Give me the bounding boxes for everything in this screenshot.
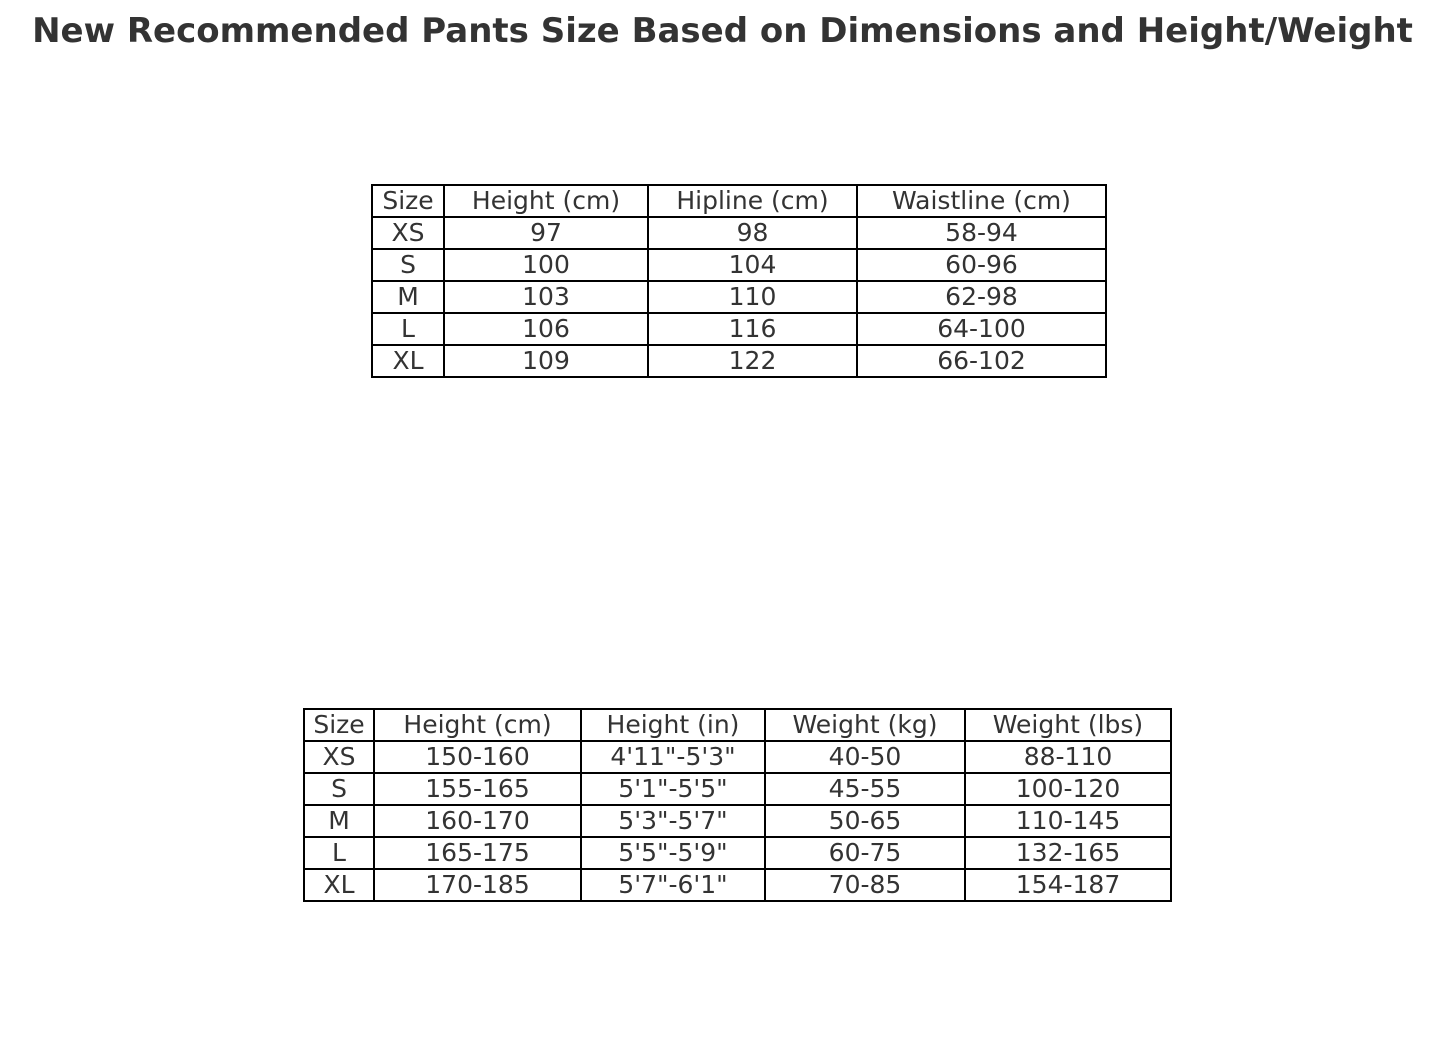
table-cell: 97 bbox=[444, 217, 648, 249]
table-cell: XL bbox=[372, 345, 444, 377]
table-cell: 122 bbox=[648, 345, 857, 377]
table-row bbox=[372, 217, 1106, 249]
column-header: Weight (kg) bbox=[765, 709, 965, 741]
table-cell: 106 bbox=[444, 313, 648, 345]
table-cell: XS bbox=[304, 741, 374, 773]
table-cell: 110-145 bbox=[965, 805, 1171, 837]
figure-title: New Recommended Pants Size Based on Dimensions and Height/Weight bbox=[32, 11, 1413, 51]
table-cell: 116 bbox=[648, 313, 857, 345]
height-weight-size-table bbox=[303, 708, 1172, 902]
table-cell: L bbox=[304, 837, 374, 869]
table-cell: 160-170 bbox=[374, 805, 581, 837]
table-cell: 5'5"-5'9" bbox=[581, 837, 765, 869]
table-cell: L bbox=[372, 313, 444, 345]
table-cell: 60-75 bbox=[765, 837, 965, 869]
table-cell: 154-187 bbox=[965, 869, 1171, 901]
header-row bbox=[304, 709, 1171, 741]
table-cell: S bbox=[372, 249, 444, 281]
column-header: Weight (lbs) bbox=[965, 709, 1171, 741]
table-row bbox=[372, 313, 1106, 345]
column-header: Waistline (cm) bbox=[857, 185, 1106, 217]
header-row bbox=[372, 185, 1106, 217]
table-cell: 109 bbox=[444, 345, 648, 377]
column-header: Height (in) bbox=[581, 709, 765, 741]
table-row bbox=[372, 281, 1106, 313]
table-row bbox=[304, 741, 1171, 773]
table-cell: XL bbox=[304, 869, 374, 901]
table-cell: 50-65 bbox=[765, 805, 965, 837]
table-cell: 150-160 bbox=[374, 741, 581, 773]
table-cell: 66-102 bbox=[857, 345, 1106, 377]
table-cell: 60-96 bbox=[857, 249, 1106, 281]
table-cell: 98 bbox=[648, 217, 857, 249]
column-header: Height (cm) bbox=[444, 185, 648, 217]
table-cell: 64-100 bbox=[857, 313, 1106, 345]
table-row bbox=[304, 773, 1171, 805]
column-header: Hipline (cm) bbox=[648, 185, 857, 217]
table-cell: 165-175 bbox=[374, 837, 581, 869]
table-cell: XS bbox=[372, 217, 444, 249]
column-header: Height (cm) bbox=[374, 709, 581, 741]
dimensions-size-table bbox=[371, 184, 1107, 378]
table-cell: 5'3"-5'7" bbox=[581, 805, 765, 837]
table-cell: 62-98 bbox=[857, 281, 1106, 313]
table-row bbox=[304, 805, 1171, 837]
column-header: Size bbox=[372, 185, 444, 217]
table-row bbox=[304, 869, 1171, 901]
table-cell: 45-55 bbox=[765, 773, 965, 805]
table-cell: S bbox=[304, 773, 374, 805]
table-cell: 103 bbox=[444, 281, 648, 313]
table-cell: 100 bbox=[444, 249, 648, 281]
table-cell: 5'7"-6'1" bbox=[581, 869, 765, 901]
table-cell: 100-120 bbox=[965, 773, 1171, 805]
table-row bbox=[304, 837, 1171, 869]
table-cell: M bbox=[304, 805, 374, 837]
table-row bbox=[372, 345, 1106, 377]
table-cell: 155-165 bbox=[374, 773, 581, 805]
table-cell: 104 bbox=[648, 249, 857, 281]
table-cell: 88-110 bbox=[965, 741, 1171, 773]
table-cell: 70-85 bbox=[765, 869, 965, 901]
table-cell: 40-50 bbox=[765, 741, 965, 773]
table-cell: 110 bbox=[648, 281, 857, 313]
table-cell: 170-185 bbox=[374, 869, 581, 901]
column-header: Size bbox=[304, 709, 374, 741]
table-cell: 58-94 bbox=[857, 217, 1106, 249]
table-cell: 4'11"-5'3" bbox=[581, 741, 765, 773]
table-row bbox=[372, 249, 1106, 281]
table-cell: 5'1"-5'5" bbox=[581, 773, 765, 805]
table-cell: 132-165 bbox=[965, 837, 1171, 869]
table-cell: M bbox=[372, 281, 444, 313]
